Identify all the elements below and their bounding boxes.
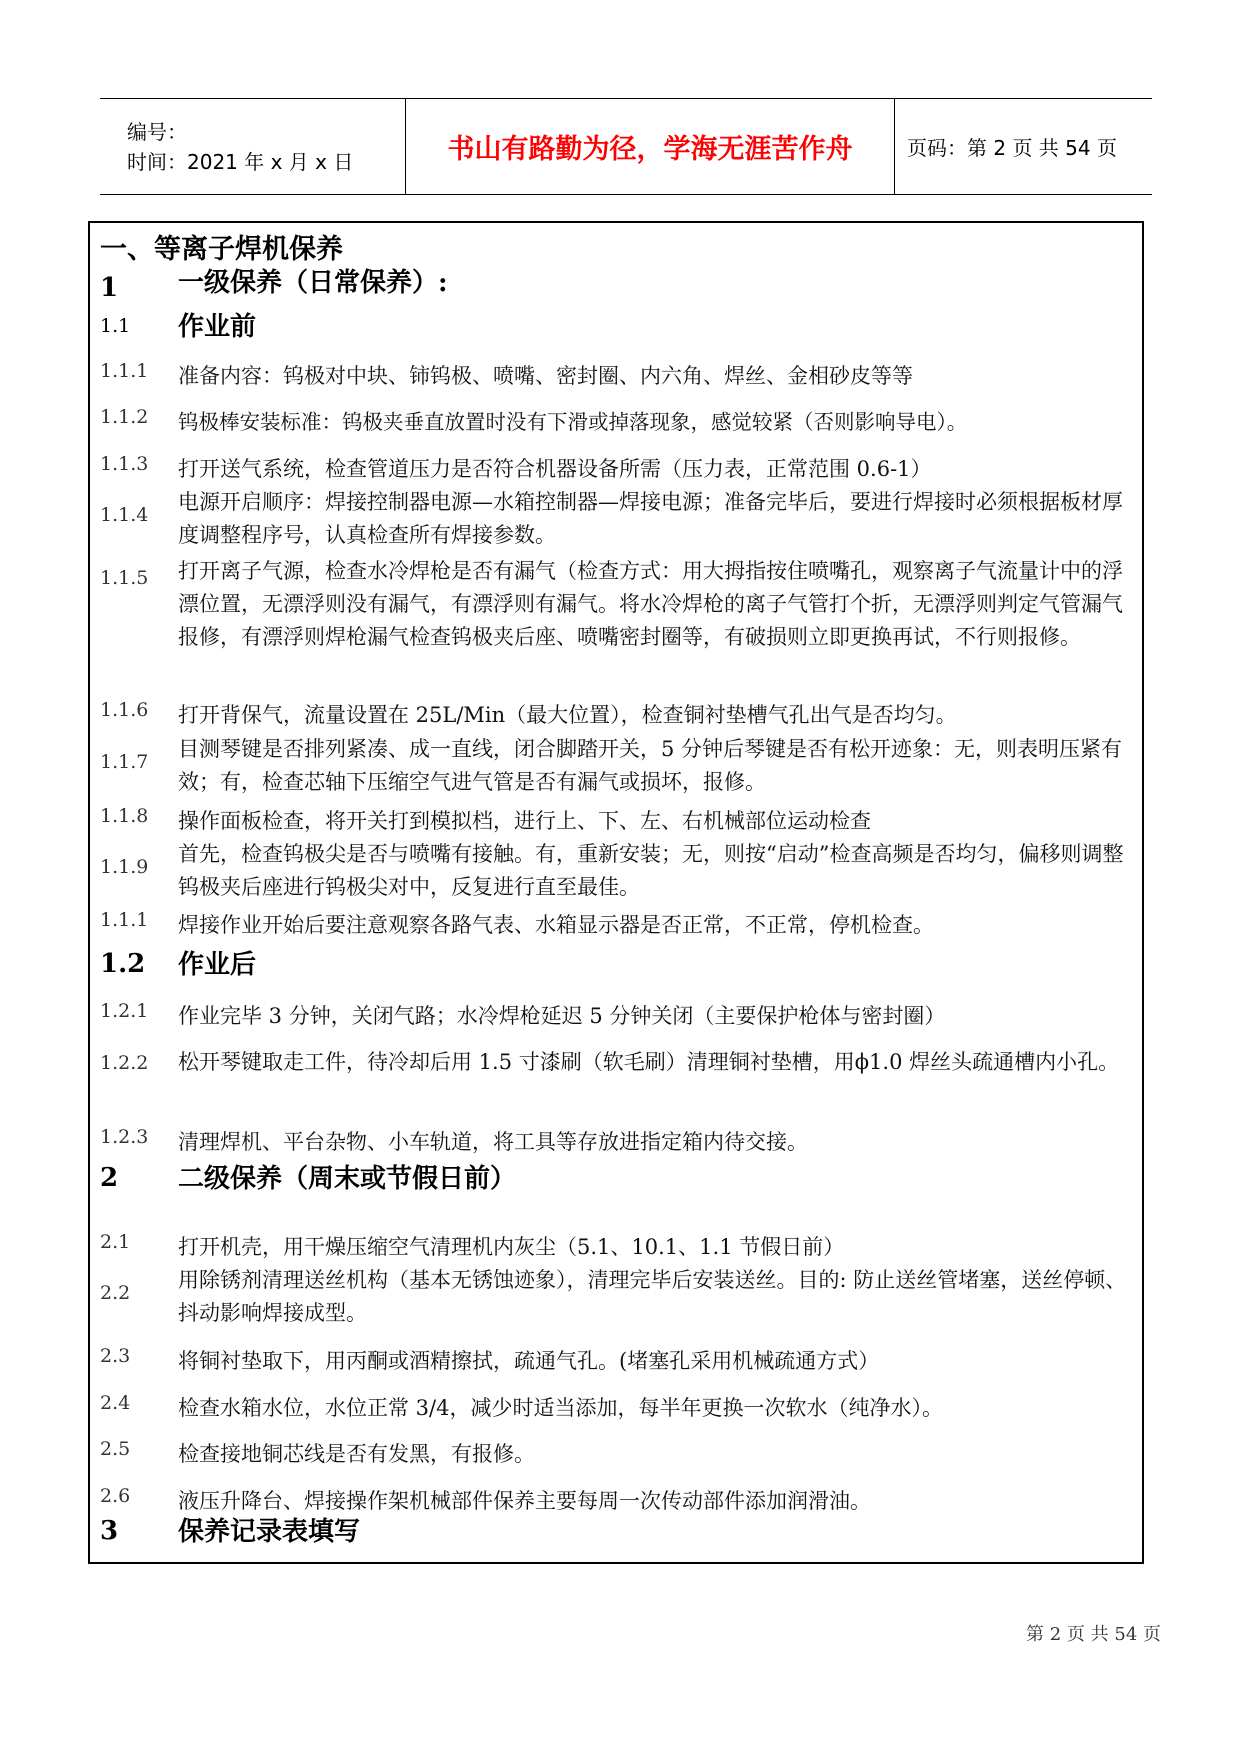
item-number: 2.2 bbox=[100, 1282, 131, 1304]
section-3 bbox=[100, 1516, 1132, 1549]
item-number: 1.2.2 bbox=[100, 1052, 149, 1074]
list-item bbox=[100, 838, 1132, 904]
item-number: 1.1.6 bbox=[100, 699, 149, 721]
item-number: 1.2.3 bbox=[100, 1126, 149, 1148]
item-text: 打开背保气，流量设置在 25L/Min（最大位置），检查铜衬垫槽气孔出气是否均匀。 bbox=[178, 703, 957, 727]
item-text: 首先，检查钨极尖是否与喷嘴有接触。有，重新安装；无，则按“启动”检查高频是否均匀，偏移则调整钨极夹后座进行钨极尖对中，反复进行直至最佳。 bbox=[178, 842, 1124, 899]
item-text: 打开送气系统，检查管道压力是否符合机器设备所需（压力表，正常范围 0.6-1） bbox=[178, 457, 932, 481]
list-item bbox=[100, 1126, 1132, 1159]
list-item bbox=[100, 699, 1132, 732]
item-number: 1.1.1 bbox=[100, 360, 149, 382]
doc-time-label: 时间：2021 年 x 月 x 日 bbox=[127, 149, 354, 174]
list-item bbox=[100, 909, 1132, 942]
list-item bbox=[100, 1438, 1132, 1471]
item-text: 松开琴键取走工件，待冷却后用 1.5 寸漆刷（软毛刷）清理铜衬垫槽，用ϕ1.0 焊丝头疏通槽内小孔。 bbox=[178, 1050, 1120, 1074]
item-number: 1.1.3 bbox=[100, 453, 149, 475]
section-heading: 作业后 bbox=[178, 950, 257, 980]
section-heading: 作业前 bbox=[178, 312, 257, 342]
section-1-1 bbox=[100, 311, 1132, 344]
list-item bbox=[100, 1264, 1132, 1330]
section-number: 3 bbox=[100, 1516, 119, 1546]
item-text: 检查接地铜芯线是否有发黑，有报修。 bbox=[178, 1442, 535, 1466]
item-number: 2.4 bbox=[100, 1392, 131, 1414]
section-number: 1.1 bbox=[100, 315, 131, 337]
page-footer: 第 2 页 共 54 页 bbox=[1026, 1624, 1161, 1645]
header-page-code: 页码：第 2 页 共 54 页 bbox=[907, 136, 1117, 160]
item-number: 1.1.9 bbox=[100, 856, 149, 878]
item-text: 将铜衬垫取下，用丙酮或酒精擦拭，疏通气孔。(堵塞孔采用机械疏通方式） bbox=[178, 1349, 880, 1373]
item-number: 1.1.5 bbox=[100, 567, 149, 589]
item-number: 2.5 bbox=[100, 1438, 131, 1460]
doc-title: 一、等离子焊机保养 bbox=[100, 234, 343, 265]
item-number: 1.1.2 bbox=[100, 406, 149, 428]
list-item bbox=[100, 1000, 1132, 1033]
item-text: 操作面板检查，将开关打到模拟档，进行上、下、左、右机械部位运动检查 bbox=[178, 809, 871, 833]
item-text: 打开离子气源，检查水冷焊枪是否有漏气（检查方式：用大拇指按住喷嘴孔，观察离子气流量计中的浮漂位置，无漂浮则没有漏气，有漂浮则有漏气。将水冷焊枪的离子气管打个折，无漂浮则判定气管漏气报修，有漂浮则焊枪漏气检查钨极夹后座、喷嘴密封圈等，有破损则立即更换再试，不行则报修。 bbox=[178, 559, 1123, 649]
list-item bbox=[100, 1231, 1132, 1264]
list-item bbox=[100, 1345, 1132, 1378]
section-heading: 二级保养（周末或节假日前） bbox=[178, 1164, 517, 1194]
section-number: 1 bbox=[100, 273, 119, 303]
doc-number-label: 编号： bbox=[127, 119, 187, 144]
item-number: 1.1.4 bbox=[100, 504, 149, 526]
section-2 bbox=[100, 1163, 1132, 1196]
list-item bbox=[100, 733, 1132, 799]
item-text: 打开机壳，用干燥压缩空气清理机内灰尘（5.1、10.1、1.1 节假日前） bbox=[178, 1235, 845, 1259]
list-item bbox=[100, 805, 1132, 838]
list-item bbox=[100, 360, 1132, 393]
list-item bbox=[100, 486, 1132, 552]
item-text: 检查水箱水位，水位正常 3/4，减少时适当添加，每半年更换一次软水（纯净水）。 bbox=[178, 1396, 943, 1420]
header-meta bbox=[100, 99, 406, 194]
item-text: 作业完毕 3 分钟，关闭气路；水冷焊枪延迟 5 分钟关闭（主要保护枪体与密封圈） bbox=[178, 1004, 946, 1028]
page-header bbox=[100, 98, 1152, 195]
content-box bbox=[88, 221, 1144, 1564]
item-text: 液压升降台、焊接操作架机械部件保养主要每周一次传动部件添加润滑油。 bbox=[178, 1489, 871, 1513]
list-item bbox=[100, 555, 1132, 654]
list-item bbox=[100, 1392, 1132, 1425]
item-text: 焊接作业开始后要注意观察各路气表、水箱显示器是否正常，不正常，停机检查。 bbox=[178, 913, 934, 937]
item-text: 目测琴键是否排列紧凑、成一直线，闭合脚踏开关，5 分钟后琴键是否有松开迹象：无，则表明压紧有效；有，检查芯轴下压缩空气进气管是否有漏气或损坏，报修。 bbox=[178, 737, 1123, 794]
item-number: 2.6 bbox=[100, 1485, 131, 1507]
item-number: 2.3 bbox=[100, 1345, 131, 1367]
item-number: 1.1.7 bbox=[100, 751, 149, 773]
item-number: 1.2.1 bbox=[100, 1000, 149, 1022]
list-item bbox=[100, 453, 1132, 486]
section-1-2 bbox=[100, 949, 1132, 982]
item-text: 电源开启顺序：焊接控制器电源—水箱控制器—焊接电源；准备完毕后，要进行焊接时必须根据板材厚度调整程序号，认真检查所有焊接参数。 bbox=[178, 490, 1123, 547]
section-number: 2 bbox=[100, 1163, 119, 1193]
section-heading: 保养记录表填写 bbox=[178, 1517, 361, 1547]
header-motto: 书山有路勤为径，学海无涯苦作舟 bbox=[406, 99, 895, 194]
section-1 bbox=[100, 267, 1132, 303]
item-text: 用除锈剂清理送丝机构（基本无锈蚀迹象），清理完毕后安装送丝。目的: 防止送丝管堵塞，送丝停顿、抖动影响焊接成型。 bbox=[178, 1268, 1127, 1325]
list-item bbox=[100, 406, 1132, 439]
list-item bbox=[100, 1485, 1132, 1518]
item-text: 钨极棒安装标准：钨极夹垂直放置时没有下滑或掉落现象，感觉较紧（否则影响导电）。 bbox=[178, 410, 968, 434]
item-number: 1.1.1 bbox=[100, 909, 149, 931]
list-item bbox=[100, 1046, 1132, 1079]
item-text: 准备内容：钨极对中块、铈钨极、喷嘴、密封圈、内六角、焊丝、金相砂皮等等 bbox=[178, 364, 913, 388]
item-text: 清理焊机、平台杂物、小车轨道，将工具等存放进指定箱内待交接。 bbox=[178, 1130, 808, 1154]
item-number: 1.1.8 bbox=[100, 805, 149, 827]
section-heading: 一级保养（日常保养）: bbox=[178, 268, 448, 298]
section-number: 1.2 bbox=[100, 949, 146, 979]
item-number: 2.1 bbox=[100, 1231, 131, 1253]
